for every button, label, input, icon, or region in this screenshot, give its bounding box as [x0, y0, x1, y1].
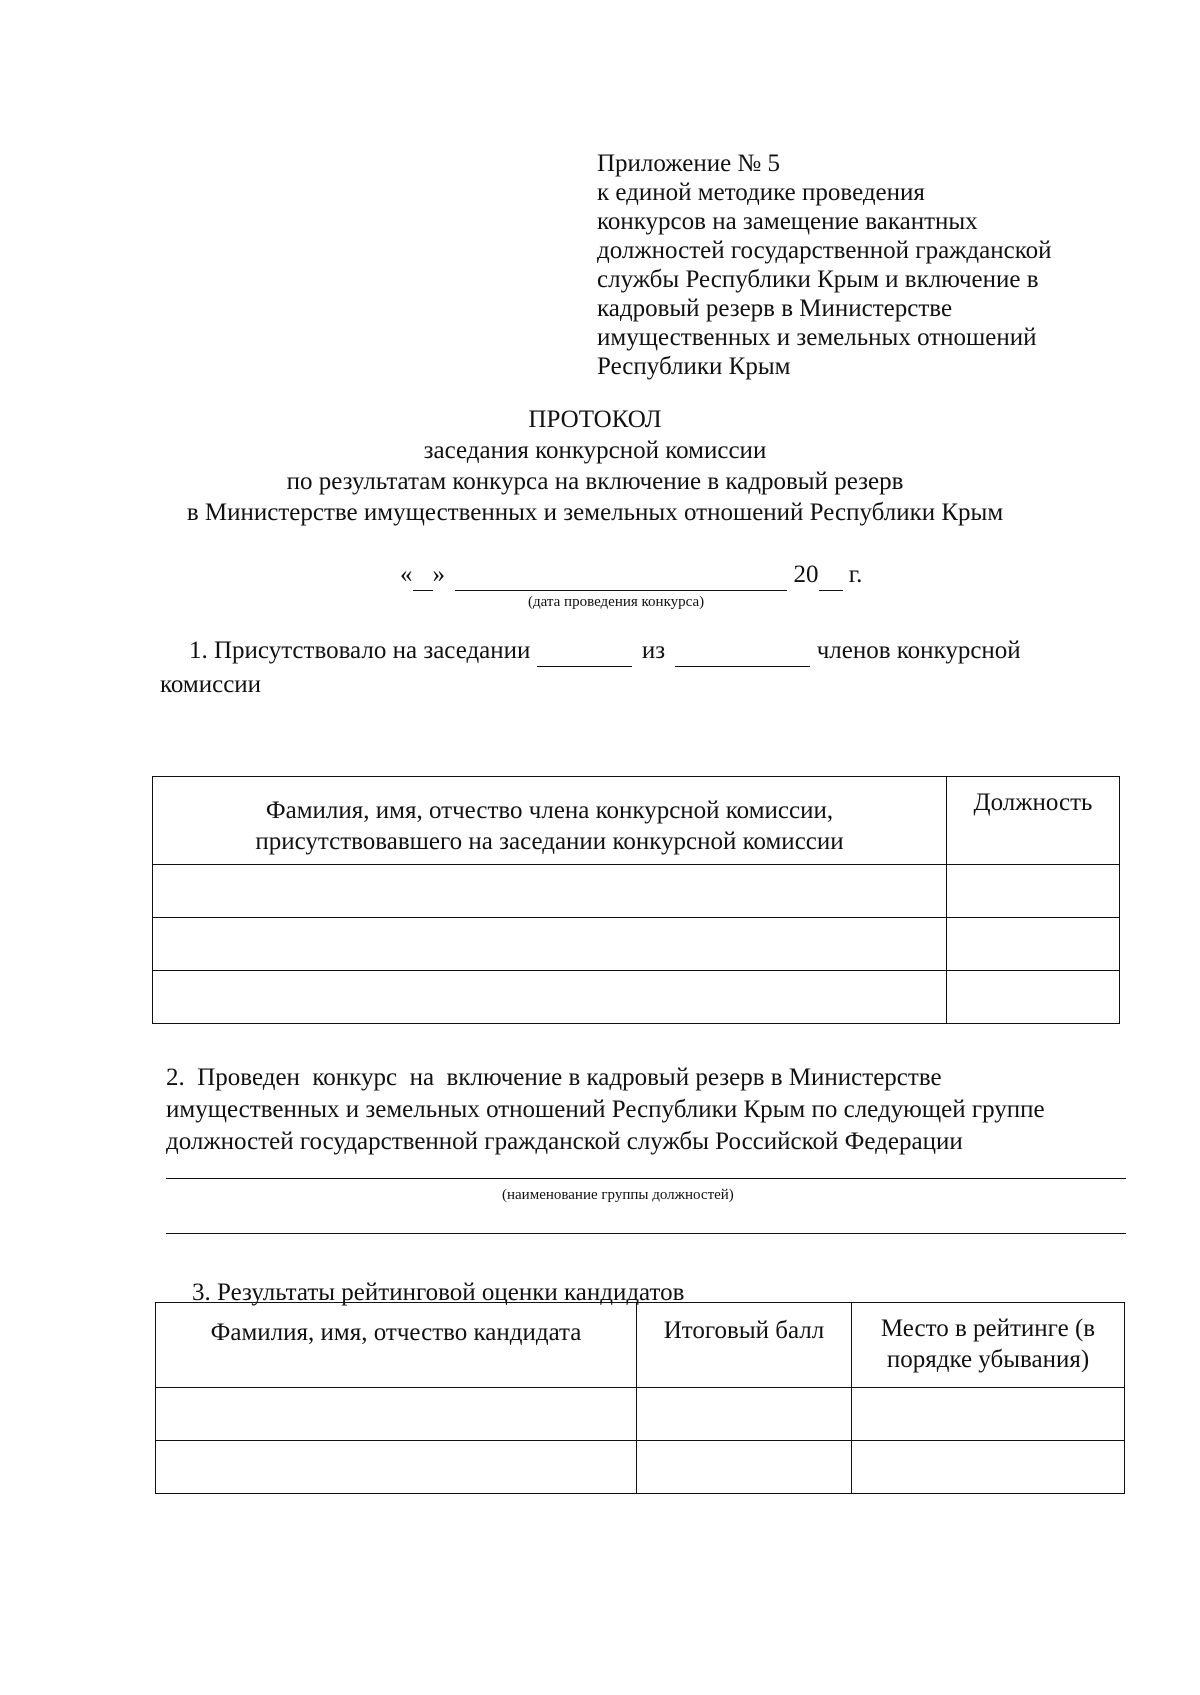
- protocol-subtitle-line: по результатам конкурса на включение в кадровый резерв: [286, 468, 904, 495]
- date-close-quote: »: [432, 561, 445, 588]
- appendix-line: кадровый резерв в Министерстве: [597, 295, 953, 322]
- member-name-header-text: Фамилия, имя, отчество члена конкурсной комиссии, присутствовавшего на заседании конкурсной комиссии: [255, 797, 844, 855]
- date-year-prefix: 20: [793, 561, 819, 588]
- table-cell[interactable]: [852, 1441, 1125, 1494]
- appendix-line: Республики Крым: [597, 353, 791, 380]
- date-day-blank: [413, 560, 433, 591]
- commission-members-table: [152, 776, 1120, 1024]
- appendix-line: имущественных и земельных отношений: [597, 324, 1037, 351]
- section1-suffix: членов конкурсной: [816, 637, 1021, 664]
- position-group-caption: (наименование группы должностей): [502, 1187, 734, 1203]
- total-score-header-text: Итоговый балл: [663, 1317, 825, 1344]
- date-month-blank: [455, 560, 787, 591]
- table-cell[interactable]: [156, 1388, 637, 1441]
- table-cell[interactable]: [637, 1441, 852, 1494]
- appendix-line: Приложение № 5: [597, 150, 781, 177]
- table-row: [156, 1388, 1125, 1441]
- total-count-blank: [675, 636, 810, 667]
- table-header-row: [153, 777, 1120, 865]
- candidate-rating-table: [155, 1302, 1125, 1494]
- member-name-header: [153, 777, 947, 865]
- table-cell[interactable]: [156, 1441, 637, 1494]
- date-caption: (дата проведения конкурса): [528, 594, 705, 610]
- table-cell[interactable]: [852, 1388, 1125, 1441]
- table-cell[interactable]: [947, 865, 1120, 918]
- section3-heading: 3. Результаты рейтинговой оценки кандидатов: [192, 1279, 685, 1306]
- table-row: [153, 918, 1120, 971]
- rating-place-header: [852, 1303, 1125, 1388]
- appendix-line: должностей государственной гражданской: [597, 237, 1052, 264]
- section1-prefix: 1. Присутствовало на заседании: [189, 637, 531, 664]
- present-count-blank: [537, 636, 632, 667]
- table-row: [153, 865, 1120, 918]
- member-position-header-text: Должность: [973, 789, 1093, 816]
- section1-middle: из: [641, 637, 666, 664]
- position-group-line-2[interactable]: [166, 1233, 1126, 1234]
- protocol-subtitle-line: в Министерстве имущественных и земельных отношений Республики Крым: [186, 499, 1004, 526]
- candidate-name-header-text: Фамилия, имя, отчество кандидата: [210, 1319, 582, 1346]
- date-open-quote: «: [400, 561, 413, 588]
- date-year-suffix: г.: [848, 561, 863, 588]
- member-position-header: [947, 777, 1120, 865]
- appendix-line: к единой методике проведения: [597, 179, 925, 206]
- table-header-row: [156, 1303, 1125, 1388]
- date-year-blank: [819, 560, 843, 591]
- candidate-name-header: [156, 1303, 637, 1388]
- date-line: [400, 560, 862, 591]
- protocol-subtitle-line: заседания конкурсной комиссии: [423, 437, 767, 464]
- table-cell[interactable]: [153, 865, 947, 918]
- total-score-header: [637, 1303, 852, 1388]
- section2-line: 2. Проведен конкурс на включение в кадровый резерв в Министерстве: [166, 1064, 942, 1091]
- section2-line: имущественных и земельных отношений Республики Крым по следующей группе: [166, 1096, 1045, 1123]
- appendix-line: конкурсов на замещение вакантных: [597, 208, 978, 235]
- table-cell[interactable]: [947, 971, 1120, 1024]
- position-group-line[interactable]: [166, 1178, 1126, 1179]
- appendix-line: службы Республики Крым и включение в: [597, 266, 1039, 293]
- rating-place-header-text: Место в рейтинге (в порядке убывания): [880, 1315, 1096, 1373]
- table-row: [156, 1441, 1125, 1494]
- table-cell[interactable]: [947, 918, 1120, 971]
- table-cell[interactable]: [153, 971, 947, 1024]
- table-row: [153, 971, 1120, 1024]
- table-cell[interactable]: [153, 918, 947, 971]
- table-cell[interactable]: [637, 1388, 852, 1441]
- section2-line: должностей государственной гражданской службы Российской Федерации: [166, 1128, 963, 1155]
- section2-text: [166, 1062, 1136, 1158]
- protocol-title: [0, 404, 1190, 528]
- section1-line2: комиссии: [160, 671, 262, 698]
- protocol-heading: ПРОТОКОЛ: [528, 406, 662, 433]
- section1-line1: [189, 636, 1021, 667]
- appendix-block: [597, 149, 1051, 381]
